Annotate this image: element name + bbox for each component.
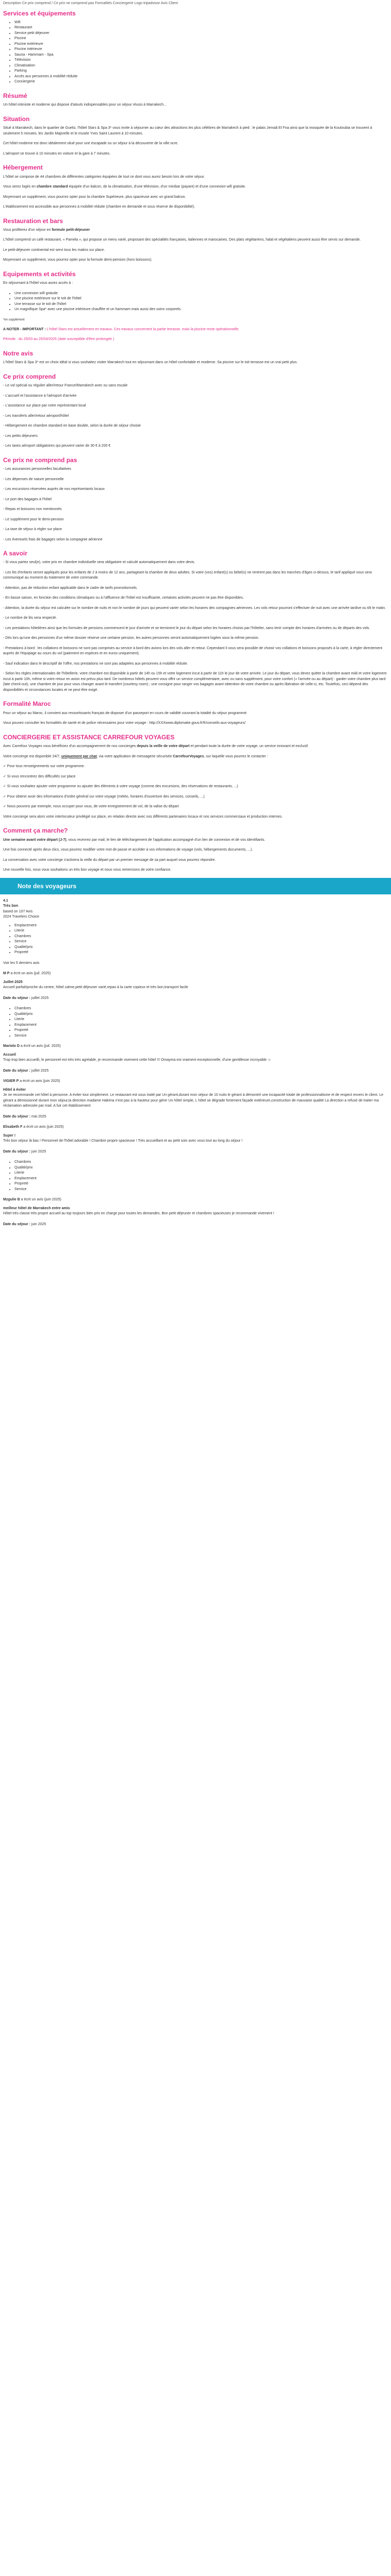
section-nav[interactable]: Description Ce prix comprend / Ce prix ne comprend pas Formalités Conciergerie Logo tripadvisor Avis Client (3, 2, 178, 5)
situation-title: Situation (3, 115, 30, 123)
review-criteria (3, 1160, 388, 1192)
list-item: • Une connexion wifi gratuite (14, 291, 388, 297)
list-item: • Une piscine extérieure sur le toit de l'hôtel (14, 296, 388, 302)
list-item: • Climatisation (14, 63, 388, 69)
a-savoir-paragraph: - Les lits d'enfants seront appliqués pour les enfants de 2 à moins de 12 ans, partageant la chambre de deux adultes. Si votre (vos) enfant(s) ou bébé(s) ne rentrent pas dans les tranches d'âges ci-dessus, le tarif appliqué vous sera communiqué au moment du traitement de votre commande. (3, 570, 372, 580)
reviews-section (0, 899, 391, 1228)
page (0, 0, 391, 1232)
comprend-item: - Les taxes aéroport obligatoires qui peuvent varier de 30 € à 200 € (3, 444, 111, 448)
formalites-text-2[interactable]: Vous pouvez consulter les formalités de santé et de police nécessaires pour votre voyage : http://XXXwww.diplomatie.gouv.fr/fr/conseils-aux-voyageurs/ (3, 721, 246, 725)
a-savoir-paragraph: - Sauf indication dans le descriptif de l'offre, nos prestations ne sont pas adaptées aux personnes à mobilité réduite. (3, 662, 188, 666)
review-date: Date du séjour : juillet 2025 (3, 1069, 49, 1073)
list-item: • Accès aux personnes à mobilité réduite (14, 74, 388, 80)
comprend-item: - Les transferts aller/retour aéroport/hôtel (3, 414, 69, 418)
review-title: Super ! (3, 1133, 16, 1138)
review-text: Je ne recommande cet hôtel à personne. A éviter tout simplement. Le restaurant est sous traité par Un gérant,durant mon séjour de 10 nuits le gérant à démontré une incapacité totale de professionnalisme et de respect envers le client. Le gérant a démissionné durant mon séjour,la direction madame Hakima n'est pas à la hauteur pour gérer Un hôtel simple, L hôtel se dégrade fortement façade extérieure,construction de mauvaise qualité La direction a refusé de traiter ma réclamation adressée par mail. A fuir cet établissement (3, 1093, 383, 1108)
list-item: • Sauna - Hammam - Spa (14, 53, 388, 58)
comment-text-4: Une nouvelle fois, nous vous souhaitons un très bon voyage et nous vous remercions de votre confiance. (3, 868, 172, 872)
formalites-title: Formalité Maroc (3, 700, 51, 708)
a-savoir-paragraph: - Selon les règles internationales de l'hôtellerie, votre chambre est disponible à partir de 14h ou 15h et votre logement incut à partir de 11h le jour de votre arrivée. Le jour du départ, vous devez quitter la chambre avant midi et votre logement incut à partir 10h, même si votre retour en avion est prévu plus tard. De nombreux hôtels peuvent vous offrir un service complémentaire, avec ou sans supplément, pour votre confort (« l'arrivée ou au départ) : garder votre chambre plus tard (late check-out), une chambre de jour pour vous changer avant le transfert (courtesy room) ; une consigne pour ranger vos bagages avant obtention de votre chambre ou après libération de celle-ci, etc. Toutefois, ceci dépend des disponibilités et circonstances locales et ne peut être exigé. (3, 672, 387, 692)
list-item: • Literie (14, 1171, 388, 1176)
a-savoir-paragraph: - Attention, la durée du séjour est calculée sur le nombre de nuits et non le nombre de jours qui peuvent varier selon les horaires des compagnies aériennes. Les vols retour pourront s'effectuer de nuit avec une arrivée tardive ou tôt le matin. (3, 606, 386, 610)
comment-text-1: Une semaine avant votre départ (J-7), vous recevrez par mail, le lien de téléchargement de l'application accompagné d'un lien de connexion et de vos identifiants. (3, 838, 266, 842)
services-list (3, 20, 388, 85)
rating-award: 2024 Travelers Choice (3, 915, 40, 919)
list-item: • Literie (14, 928, 388, 934)
list-item: • Parking (14, 69, 388, 74)
comment-text-3: La conversation avec votre concierge s'activera la veille du départ par un premier message de sa part auquel vous pourrez répondre. (3, 858, 216, 862)
a-savoir-paragraph: - Dès lors qu'une des personnes d'un même dossier réserve une certaine pension, les autres personnes seront automatiquement logées sous la même pension. (3, 636, 259, 640)
resume-title: Résumé (3, 92, 27, 99)
list-item: • Propreté (14, 1028, 388, 1033)
formalites-text-1: Pour un séjour au Maroc, il convient aux ressortissants français de disposer d'un passeport en cours de validité couvrant la totalité du séjour programmé. (3, 711, 248, 715)
review-item (3, 971, 388, 1039)
a-savoir-title: A savoir (3, 550, 27, 557)
list-item: • Service (14, 1187, 388, 1193)
list-item: • Propreté (14, 1181, 388, 1187)
review-title: meilleur hôtel de Marrakech entre amis (3, 1206, 70, 1210)
review-date: Date du séjour : juillet 2025 (3, 996, 49, 1000)
conciergerie-point: ✓ Nous pouvons par exemple, nous occuper pour vous, de votre enregistrement de vol, de la valise du départ (3, 805, 179, 809)
list-item: • Chambres (14, 1160, 388, 1165)
equipements-list (3, 291, 388, 313)
list-item: • Télévision (14, 58, 388, 63)
important-notice: A NOTER - IMPORTANT : L'hôtel Stars est actuellement en travaux. Ces travaux concernent la partie terrasse, mais la piscine reste opérationnelle. (3, 327, 240, 331)
list-item: • Conciergerie (14, 79, 388, 85)
review-date: Date du séjour : juin 2025 (3, 1222, 46, 1226)
review-date: Date du séjour : juin 2025 (3, 1149, 46, 1154)
restauration-text-3: Le petit-déjeuner continental est servi tous les matins sur place. (3, 248, 105, 252)
a-savoir-paragraph: - Attention, pas de réduction enfant applicable dans le cadre de tarifs promotionnels. (3, 586, 138, 590)
list-item: • Piscine extérieure (14, 42, 388, 47)
list-item: • Service petit déjeuner (14, 31, 388, 37)
ne-comprend-item: - Le supplément pour le demi-pension (3, 517, 64, 521)
comprend-item: - L'accueil et l'assistance à l'aéroport d'arrivée (3, 394, 77, 398)
situation-text-1: Situé à Marrakech, dans le quartier de Gueliz, l'hôtel Stars & Spa 3* vous invite à séjourner au cœur des attractions les plus célèbres de Marrakech à pied : le palais Jemaâ El Fna ainsi que la mosquée de la Koutoubia se trouvent à seulement 5 minutes, les Jardin Majorelle et le musée Yves Saint Laurent à 10 minutes. (3, 126, 372, 135)
list-item: • Qualité/prix (14, 1012, 388, 1018)
comprend-item: - Les petits déjeuners (3, 434, 38, 438)
conciergerie-point: ✓ Si vous rencontrez des difficultés sur place (3, 774, 76, 778)
ne-comprend-item: - Les dépenses de nature personnelle (3, 477, 64, 481)
services-title: Services et équipements (3, 9, 76, 17)
comment-title: Comment ça marche? (3, 827, 68, 835)
comprend-item: - L'assistance sur place par notre représentant local (3, 404, 86, 408)
a-savoir-paragraph: - Prestations à bord : les collations et boissons ne sont pas comprises au service à bord des avions lors des vols aller et retour. Cependant il vous sera possible de choisir vos collations et boissons proposés à la carte, à régler directement auprès de l'équipage au cours du vol (paiement en espèces et en euros uniquement). (3, 646, 382, 656)
situation-text-2: Cet hôtel moderne est donc idéalement situé pour une escapade ou un séjour à la découverte de la ville ocre. (3, 142, 178, 146)
comprend-item: - Le vol spécial ou régulier aller/retour France/Marrakech avec ou sans escale (3, 384, 128, 388)
review-author: VIGIER P a écrit un avis (juin 2025) (3, 1079, 60, 1083)
review-title: Accueil (3, 1053, 16, 1057)
conciergerie-text-1: Avec Carrefour Voyages vous bénéficiez d'un accompagnement de nos concierges depuis la veille de votre départ et pendant toute la durée de votre voyage, un service innovant et exclusif. (3, 744, 309, 749)
hebergement-title: Hébergement (3, 164, 43, 172)
ne-comprend-item: - La taxe de séjour à régler sur place (3, 528, 62, 532)
notre-avis-title: Notre avis (3, 349, 34, 357)
review-text: Accueil parfait!proche du centre, hôtel calme,petit déjeuner varié,repas à la carte copieux et très bon,transport facile (3, 986, 188, 990)
ne-comprend-item: - Les excursions réservées auprès de nos représentants locaux (3, 487, 105, 492)
review-title: Hôtel à éviter (3, 1088, 26, 1092)
ne-comprend-item: - Les éventuels frais de bagages selon la compagnie aérienne (3, 537, 103, 541)
restauration-text-1: Vous profiterez d'un séjour en formule petit-déjeuner (3, 228, 90, 232)
list-item: • Qualité/prix (14, 1165, 388, 1171)
review-text: Trop trop bien accueilli, le personnel est très très agréable, je recommande vivement cette hôtel !!! Omayma est vraiment exceptionnelle, d'une gentillesse incroyable ☺ (3, 1058, 271, 1062)
comprend-item: - Hébergement en chambre standard en base double, selon la durée de séjour choisie (3, 424, 141, 428)
ne-comprend-item: - Repas et boissons non mentionnés (3, 507, 62, 512)
review-item (3, 1079, 388, 1120)
restauration-text-4: Moyennant un supplément, vous pourrez opter pour la formule demi-pension (hors boissons). (3, 258, 153, 262)
restauration-title: Restauration et bars (3, 217, 63, 225)
review-date: Date du séjour : mai 2025 (3, 1114, 46, 1118)
list-item: • Wifi (14, 20, 388, 26)
review-item (3, 1044, 388, 1074)
comprend-title: Ce prix comprend (3, 372, 56, 380)
hebergement-text-2: Vous serez logés en chambre standard équipée d'un balcon, de la climatisation, d'une télévision, d'un minibar (payant) et d'une connexion wifi gratuite. (3, 185, 246, 189)
equipements-intro: En séjournant à l'hôtel vous aurez accès à : (3, 281, 73, 285)
list-item: • Qualité/prix (14, 945, 388, 951)
a-savoir-paragraph: - En basse saison, en fonction des conditions climatiques ou à l'affluence de l'hôtel est insuffisante, certaines activités peuvent ne pas être disponibles. (3, 596, 244, 600)
list-item: • Emplacement (14, 1176, 388, 1182)
a-savoir-paragraph: - Si vous partez seul(e), votre prix en chambre individuelle sera obligatoire et calculé automatiquement dans votre devis. (3, 561, 196, 565)
review-author: M P a écrit un avis (juil. 2025) (3, 972, 51, 976)
comment-text-2: Une fois connecté après deux clics, vous pourrez modifier votre mot de passe et accéder à vos informations de voyage (vols, hébergements documents, ...). (3, 848, 253, 852)
list-item: • Service (14, 1033, 388, 1039)
hebergement-text-1: L'hôtel se compose de 44 chambres de différentes catégories équipées de tout ce dont vous aurez besoin lors de votre séjour. (3, 175, 205, 179)
rating-score: 4.1 (3, 899, 8, 903)
review-author: Mzgulie B a écrit un avis (juin 2025) (3, 1198, 61, 1202)
list-item: • Literie (14, 1017, 388, 1023)
a-savoir-paragraph: - Le nombre de lits sera respecté. (3, 616, 57, 620)
review-item (3, 1197, 388, 1227)
a-savoir-paragraph: - Les prestations hôtelières ainsi que les formules de pensions commencent le jour d'arrivée et se terminent le jour du départ selon les horaires choisis par l'hôtelier, sans tenir compte des horaires d'arrivées ou de départs des vols. (3, 626, 370, 630)
review-text: Très bon séjour là bas ! Personnel de l'hôtel adorable ! Chambre propre spacieuse ! Très accueillant et au petit soin avec vous tout au long du séjour ! (3, 1139, 243, 1143)
conciergerie-point: ✓ Pour obtenir avoir des informations d'ordre général sur votre voyage (météo, horaires d'ouverture des services, conseils, ...) (3, 794, 205, 799)
list-item: • Propreté (14, 950, 388, 956)
conciergerie-point: ✓ Pour tous renseignements sur votre programme. (3, 765, 85, 769)
list-item: • Emplacement (14, 923, 388, 929)
see-last-reviews-link[interactable]: Voir les 5 derniers avis (3, 961, 40, 965)
list-item: • Chambres (14, 934, 388, 940)
reviews-banner: Note des voyageurs (0, 878, 391, 894)
list-item: • Service (14, 939, 388, 945)
ne-comprend-title: Ce prix ne comprend pas (3, 456, 77, 464)
rating-based: based on 107 Avis (3, 909, 33, 913)
notre-avis-text: L'hôtel Stars & Spa 3* est un choix idéal si vous souhaitez visiter Marrakech tout en séjournant dans un hôtel confortable et moderne. Sa piscine sur le toit terrasse est un vrai petit plus. (3, 361, 298, 365)
conciergerie-text-3: Votre concierge sera alors votre interlocuteur privilégié sur place, en relation directe avec nos différents partenaires locaux et nos services commerciaux et production internes. (3, 815, 283, 819)
review-item (3, 1125, 388, 1192)
list-item: • Piscine intérieure (14, 47, 388, 53)
list-item: • Restaurant (14, 25, 388, 31)
review-title: Juillet 2025 (3, 980, 23, 984)
restauration-text-2: L'hôtel comprend un café restaurant, « Pamela », qui propose un menu varié, proposant des spécialités françaises, italiennes et marocaines. Des plats végétariens, halal et végétaliens peuvent aussi être servis sur demande. (3, 238, 361, 242)
rating-label: Très bon (3, 904, 19, 908)
conciergerie-title: CONCIERGERIE ET ASSISTANCE CARREFOUR VOYAGES (3, 733, 175, 741)
review-author: Elisabeth F a écrit un avis (juin 2025) (3, 1125, 64, 1129)
situation-text-3: L'aéroport se trouve à 10 minutes en voiture et la gare à 7 minutes. (3, 151, 110, 156)
equipements-note: *en supplément (3, 318, 25, 321)
conciergerie-point: ✓ Si vous souhaitez ajouter votre programme ou ajouter des éléments à votre voyage (comme des excursions, des réservations de restaurants, ...) (3, 785, 238, 789)
rating-criteria (3, 923, 388, 956)
list-item: • Un magnifique Spa* avec une piscine intérieure chauffée et un hammam mais aussi des soins corporels. (14, 307, 388, 313)
equipements-title: Equipements et activités (3, 270, 76, 278)
review-author: Mariolo D a écrit un avis (juil. 2025) (3, 1044, 61, 1048)
review-criteria (3, 1006, 388, 1039)
conciergerie-text-2: Votre concierge est disponible 24/7, uniquement par chat, via votre application de messagerie sécurisée CarrefourVoyages, sur laquelle vous pourrez le contacter : (3, 754, 268, 758)
hebergement-text-3: Moyennant un supplément, vous pourrez opter pour la chambre Supérieure, plus spacieuse avec un grand balcon. (3, 195, 186, 199)
review-text: Hôtel très classe très propre accueil au top toujours bien pris en charge pour toutes les demandes. Bon petit déjeuner et chambres spacieuses je recommande vivement ! (3, 1212, 274, 1216)
list-item: • Chambres (14, 1006, 388, 1012)
ne-comprend-item: - Le port des bagages à l'hôtel (3, 497, 52, 501)
hebergement-text-4: L'établissement est accessible aux personnes à mobilité réduite (chambre en demande et sous réserve de disponibilité). (3, 205, 196, 209)
list-item: • Piscine (14, 36, 388, 42)
ne-comprend-item: - Les assurances personnelles facultatives (3, 467, 71, 471)
list-item: • Une terrasse sur le toit de l'hôtel (14, 302, 388, 308)
works-period: Période : du 25/03 au 25/04/2025 (date susceptible d'être prolongée ) (3, 337, 115, 342)
list-item: • Emplacement (14, 1023, 388, 1028)
resume-text: Un hôtel intimiste et moderne qui dispose d'atouts indispensables pour un séjour réussi à Marrakech... (3, 103, 167, 107)
